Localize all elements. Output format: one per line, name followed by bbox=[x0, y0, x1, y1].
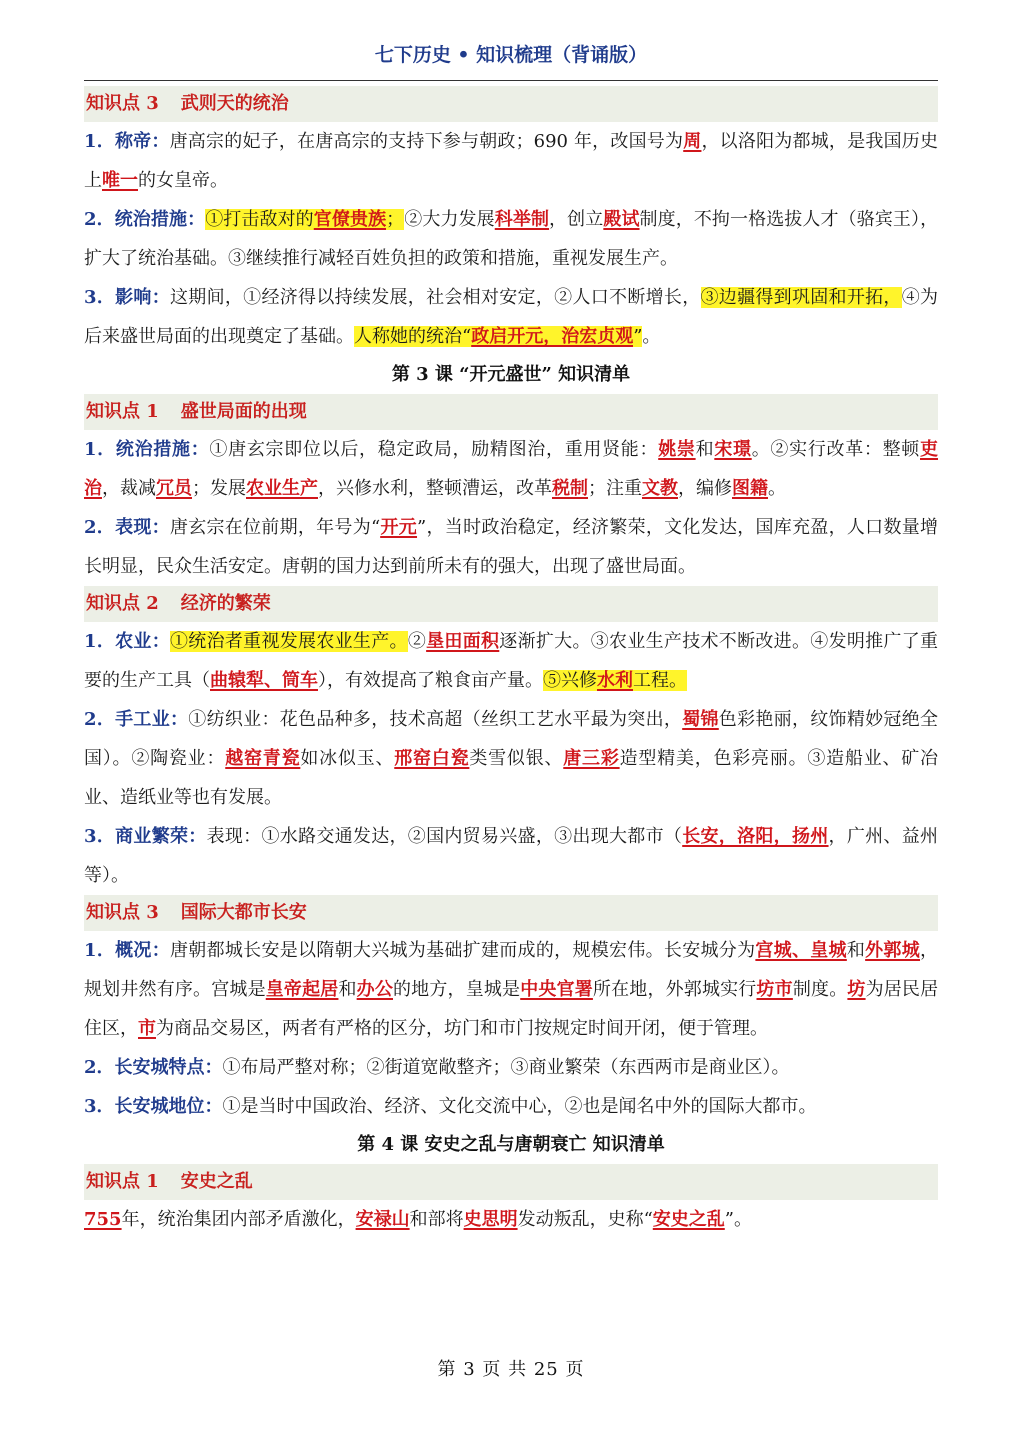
section-title: 武则天的统治 bbox=[180, 93, 289, 114]
key-term: 图籍 bbox=[732, 478, 768, 499]
text-run: 唐玄宗在位前期，年号为“ bbox=[169, 517, 381, 538]
item-label: 1．称帝： bbox=[84, 131, 170, 152]
section-number: 知识点 2 bbox=[86, 593, 159, 614]
section-number: 知识点 1 bbox=[86, 1171, 159, 1192]
header-divider bbox=[84, 80, 938, 81]
key-term: 办公 bbox=[356, 979, 393, 1000]
section-title: 盛世局面的出现 bbox=[180, 401, 307, 422]
item-label: 3．长安城地位： bbox=[84, 1096, 223, 1117]
key-term: 科举制 bbox=[494, 209, 550, 230]
key-term: 外郭城 bbox=[865, 940, 921, 961]
text-run: ，规划井然有序。宫城是 bbox=[84, 940, 939, 1000]
key-term: 水利 bbox=[597, 670, 633, 691]
highlighted-text: 人称她的统治“ bbox=[354, 326, 472, 347]
key-term: 政启开元，治宏贞观 bbox=[471, 326, 634, 347]
paragraph bbox=[84, 1087, 938, 1126]
paragraph bbox=[84, 931, 938, 1048]
key-term: 长安，洛阳，扬州 bbox=[682, 826, 829, 847]
text-run: 和 bbox=[695, 439, 715, 460]
section-title: 安史之乱 bbox=[180, 1171, 253, 1192]
text-run: 唐朝都城长安是以隋朝大兴城为基础扩建而成的，规模宏伟。长安城分为 bbox=[170, 940, 756, 961]
paragraph bbox=[84, 700, 938, 817]
page-footer: 第 3 页 共 25 页 bbox=[437, 1359, 585, 1380]
key-term: 周 bbox=[683, 131, 702, 152]
section-title: 国际大都市长安 bbox=[180, 902, 307, 923]
key-term: 官僚贵族 bbox=[313, 209, 387, 230]
section-heading bbox=[84, 895, 938, 931]
section-number: 知识点 3 bbox=[86, 93, 159, 114]
key-term: 吏治 bbox=[84, 439, 939, 499]
text-run: 制度，不拘一格选拔人才（骆宾王），扩大了统治基础。③继续推行减轻百姓负担的政策和措施，重视发展生产。 bbox=[84, 209, 939, 269]
highlighted-text: ⑤兴修 bbox=[543, 670, 597, 691]
paragraph bbox=[84, 278, 938, 356]
text-run: ② bbox=[407, 631, 427, 652]
text-run: ；发展 bbox=[192, 478, 246, 499]
key-term: 邢窑白瓷 bbox=[394, 748, 470, 769]
text-run: 表现：①水路交通发达，②国内贸易兴盛，③出现大都市（ bbox=[206, 826, 683, 847]
key-term: 市 bbox=[138, 1018, 156, 1039]
text-run: ），有效提高了粮食亩产量。 bbox=[318, 670, 543, 691]
highlighted-text: ①统治者重视发展农业生产。 bbox=[170, 631, 408, 652]
lesson-heading: 第 4 课 安史之乱与唐朝衰亡 知识清单 bbox=[357, 1134, 665, 1155]
text-run: 年，统治集团内部矛盾激化， bbox=[121, 1209, 356, 1230]
text-run: 。②实行改革：整顿 bbox=[751, 439, 921, 460]
text-run: ；注重 bbox=[588, 478, 642, 499]
section-number: 知识点 3 bbox=[86, 902, 159, 923]
text-run: ①布局严整对称；②街道宽敞整齐；③商业繁荣（东西两市是商业区）。 bbox=[222, 1057, 790, 1078]
paragraph bbox=[84, 122, 938, 200]
key-term: 文教 bbox=[642, 478, 678, 499]
section-heading bbox=[84, 1164, 938, 1200]
text-run: ①唐玄宗即位以后，稳定政局，励精图治，重用贤能： bbox=[209, 439, 659, 460]
section-heading bbox=[84, 394, 938, 430]
key-term: 姚崇 bbox=[658, 439, 696, 460]
highlighted-text: ③边疆得到巩固和开拓， bbox=[700, 287, 902, 308]
text-run: ，编修 bbox=[678, 478, 732, 499]
text-run: 和 bbox=[338, 979, 357, 1000]
item-label: 3．影响： bbox=[84, 287, 170, 308]
text-run: ，以洛阳为都城，是我国历史上 bbox=[84, 131, 938, 191]
text-run: ，创立 bbox=[549, 209, 604, 230]
text-run: 类雪似银、 bbox=[469, 748, 564, 769]
text-run: 唐高宗的妃子，在唐高宗的支持下参与朝政；690 年，改国号为 bbox=[169, 131, 684, 152]
key-term: 殿试 bbox=[603, 209, 640, 230]
text-run: 和部将 bbox=[409, 1209, 464, 1230]
paragraph bbox=[84, 200, 938, 278]
paragraph bbox=[84, 430, 938, 508]
key-term: 唯一 bbox=[102, 170, 138, 191]
item-label: 2．长安城特点： bbox=[84, 1057, 223, 1078]
text-run: 所在地，外郭城实行 bbox=[592, 979, 757, 1000]
text-run: 和 bbox=[846, 940, 866, 961]
paragraph bbox=[84, 817, 938, 895]
section-number: 知识点 1 bbox=[86, 401, 159, 422]
key-term: 曲辕犁、筒车 bbox=[210, 670, 318, 691]
section-heading bbox=[84, 86, 938, 122]
text-run: 造型精美，色彩亮丽。③造船业、矿冶业、造纸业等也有发展。 bbox=[84, 748, 939, 808]
key-term: 中央官署 bbox=[520, 979, 593, 1000]
text-run: 为商品交易区，两者有严格的区分，坊门和市门按规定时间开闭，便于管理。 bbox=[156, 1018, 768, 1039]
key-term: 越窑青瓷 bbox=[225, 748, 301, 769]
key-term: 宋璟 bbox=[714, 439, 752, 460]
item-label: 1．概况： bbox=[84, 940, 170, 961]
text-run: 色彩艳丽，纹饰精妙冠绝全国）。②陶瓷业： bbox=[84, 709, 939, 769]
text-run: 的地方，皇城是 bbox=[393, 979, 521, 1000]
lesson-heading: 第 3 课 “开元盛世” 知识清单 bbox=[391, 364, 631, 385]
text-run: 的女皇帝。 bbox=[138, 170, 228, 191]
text-run: ”，当时政治稳定，经济繁荣，文化发达，国库充盈，人口数量增长明显，民众生活安定。唐朝的国力达到前所未有的强大，出现了盛世局面。 bbox=[84, 517, 939, 577]
text-run: 逐渐扩大。③农业生产技术不断改进。④发明推广了重要的生产工具（ bbox=[84, 631, 939, 691]
key-term: 税制 bbox=[552, 478, 588, 499]
paragraph bbox=[84, 622, 938, 700]
key-term: 垦田面积 bbox=[426, 631, 500, 652]
section-title: 经济的繁荣 bbox=[180, 593, 271, 614]
text-run: 制度。 bbox=[792, 979, 848, 1000]
text-run: ，兴修水利，整顿漕运，改革 bbox=[318, 478, 552, 499]
paragraph bbox=[84, 1200, 938, 1239]
text-run: ①是当时中国政治、经济、文化交流中心，②也是闻名中外的国际大都市。 bbox=[222, 1096, 817, 1117]
key-term: 冗员 bbox=[156, 478, 192, 499]
text-run: ②大力发展 bbox=[404, 209, 495, 230]
text-run: ，裁减 bbox=[102, 478, 156, 499]
item-label: 2．手工业： bbox=[84, 709, 189, 730]
text-run: ，广州、益州等）。 bbox=[84, 826, 939, 886]
text-run: 为居民居住区， bbox=[84, 979, 939, 1039]
highlighted-text: 工程。 bbox=[633, 670, 687, 691]
document-body bbox=[84, 86, 938, 1239]
highlighted-text: ①打击敌对的 bbox=[205, 209, 314, 230]
section-heading bbox=[84, 586, 938, 622]
key-term: 坊 bbox=[847, 979, 866, 1000]
page-title: 七下历史 • 知识梳理（背诵版） bbox=[374, 44, 648, 66]
text-run: ①纺织业：花色品种多，技术高超（丝织工艺水平最为突出， bbox=[188, 709, 683, 730]
key-term: 坊市 bbox=[756, 979, 793, 1000]
key-term: 安禄山 bbox=[355, 1209, 410, 1230]
text-run: 如冰似玉、 bbox=[300, 748, 395, 769]
key-term: 755 bbox=[84, 1209, 122, 1230]
key-term: 唐三彩 bbox=[563, 748, 620, 769]
key-term: 宫城、皇城 bbox=[755, 940, 847, 961]
paragraph bbox=[84, 508, 938, 586]
text-run: ④为后来盛世局面的出现奠定了基础。 bbox=[84, 287, 939, 347]
highlighted-text: ； bbox=[386, 209, 405, 230]
highlighted-text: ” bbox=[633, 326, 643, 347]
text-run: 。 bbox=[768, 478, 786, 499]
key-term: 开元 bbox=[380, 517, 418, 538]
key-term: 皇帝起居 bbox=[265, 979, 339, 1000]
item-label: 3．商业繁荣： bbox=[84, 826, 207, 847]
item-label: 1．农业： bbox=[84, 631, 170, 652]
key-term: 史思明 bbox=[463, 1209, 518, 1230]
text-run: 这期间，①经济得以持续发展，社会相对安定，②人口不断增长， bbox=[170, 287, 701, 308]
key-term: 安史之乱 bbox=[652, 1209, 725, 1230]
text-run: 。 bbox=[642, 326, 661, 347]
item-label: 1．统治措施： bbox=[84, 439, 210, 460]
item-label: 2．统治措施： bbox=[84, 209, 206, 230]
text-run: ”。 bbox=[724, 1209, 752, 1230]
key-term: 农业生产 bbox=[246, 478, 318, 499]
text-run: 发动叛乱，史称“ bbox=[517, 1209, 653, 1230]
key-term: 蜀锦 bbox=[682, 709, 719, 730]
item-label: 2．表现： bbox=[84, 517, 170, 538]
paragraph bbox=[84, 1048, 938, 1087]
